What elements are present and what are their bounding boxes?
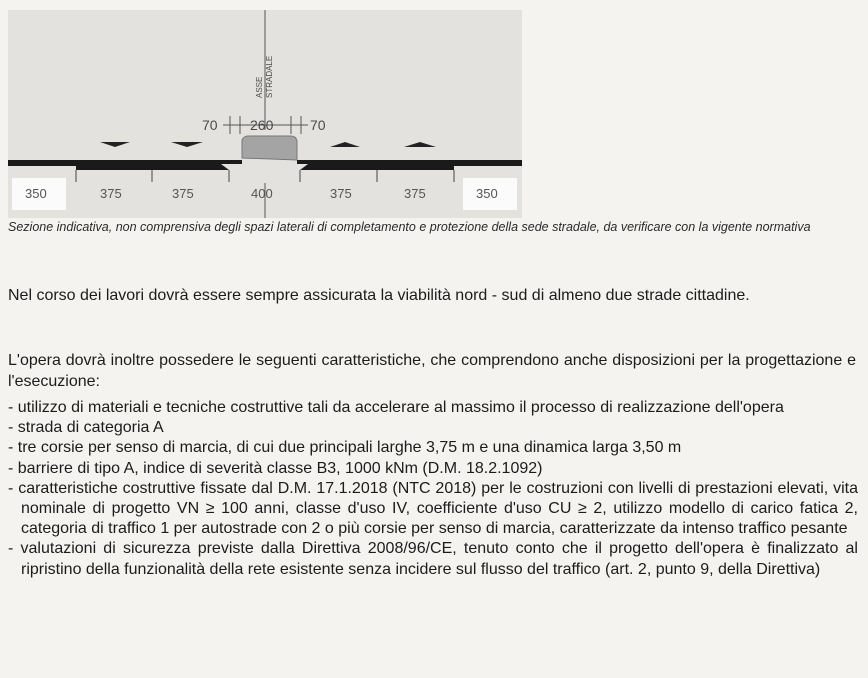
lane-width-label: 375 — [172, 186, 194, 201]
dim-left-label: 70 — [202, 117, 218, 133]
lane-width-label: 350 — [476, 186, 498, 201]
lane-width-label: 375 — [100, 186, 122, 201]
pavement-left-lanes — [76, 164, 229, 170]
direction-arrow — [100, 142, 130, 147]
axis-label-asse: ASSE — [255, 76, 264, 98]
shoulder-left — [8, 164, 76, 166]
direction-arrow — [404, 142, 436, 147]
direction-arrow — [171, 142, 203, 147]
requirement-item: - caratteristiche costruttive fissate dal D.M. 17.1.2018 (NTC 2018) per le costruzioni con livelli di prestazioni elevati, vita nominale di progetto VN ≥ 100 anni, classe d'uso IV, coefficiente d'uso CU ≥ 2, utilizzo modello di carico fatica 2, categoria di traffico 1 per autostrade con 2 o più corsie per senso di marcia, caratterizzate da intenso traffico pesante — [8, 479, 858, 540]
pavement-right-lanes — [300, 164, 454, 170]
road-cross-section-figure — [8, 10, 522, 218]
paragraph-caratteristiche: L'opera dovrà inoltre possedere le seguenti caratteristiche, che comprendono anche disposizioni per la progettazione e l'esecuzione: — [8, 352, 856, 390]
lane-width-label: 350 — [25, 186, 47, 201]
dim-center-label: 260 — [250, 117, 274, 133]
direction-arrow — [330, 142, 360, 147]
figure-caption: Sezione indicativa, non comprensiva degli spazi laterali di completamento e protezione della sede stradale, da verificare con la vigente normativa — [8, 220, 811, 234]
central-barrier — [242, 136, 297, 160]
requirement-item: - barriere di tipo A, indice di severità classe B3, 1000 kNm (D.M. 18.2.1092) — [8, 459, 858, 479]
pavement-left-surface — [8, 160, 242, 164]
requirement-item: - valutazioni di sicurezza previste dalla Direttiva 2008/96/CE, tenuto conto che il progetto dell'opera è finalizzato al ripristino della funzionalità della rete esistente senza incidere sul flusso del traffico (art. 2, punto 9, della Direttiva) — [8, 539, 858, 579]
pavement-right-surface — [297, 160, 522, 164]
paragraph-viabilita: Nel corso dei lavori dovrà essere sempre assicurata la viabilità nord - sud di almeno due strade cittadine. — [8, 287, 750, 304]
road-cross-section-drawing — [8, 10, 522, 218]
requirement-item: - utilizzo di materiali e tecniche costruttive tali da accelerare al massimo il processo di realizzazione dell'opera — [8, 398, 858, 418]
lane-width-label: 375 — [330, 186, 352, 201]
requirements-list — [8, 398, 858, 580]
axis-label-stradale: STRADALE — [265, 55, 274, 98]
dim-right-label: 70 — [310, 117, 326, 133]
requirement-item: - strada di categoria A — [8, 418, 858, 438]
lane-width-label: 375 — [404, 186, 426, 201]
shoulder-right — [454, 164, 522, 166]
requirement-item: - tre corsie per senso di marcia, di cui due principali larghe 3,75 m e una dinamica larga 3,50 m — [8, 438, 858, 458]
lane-width-label: 400 — [251, 186, 273, 201]
